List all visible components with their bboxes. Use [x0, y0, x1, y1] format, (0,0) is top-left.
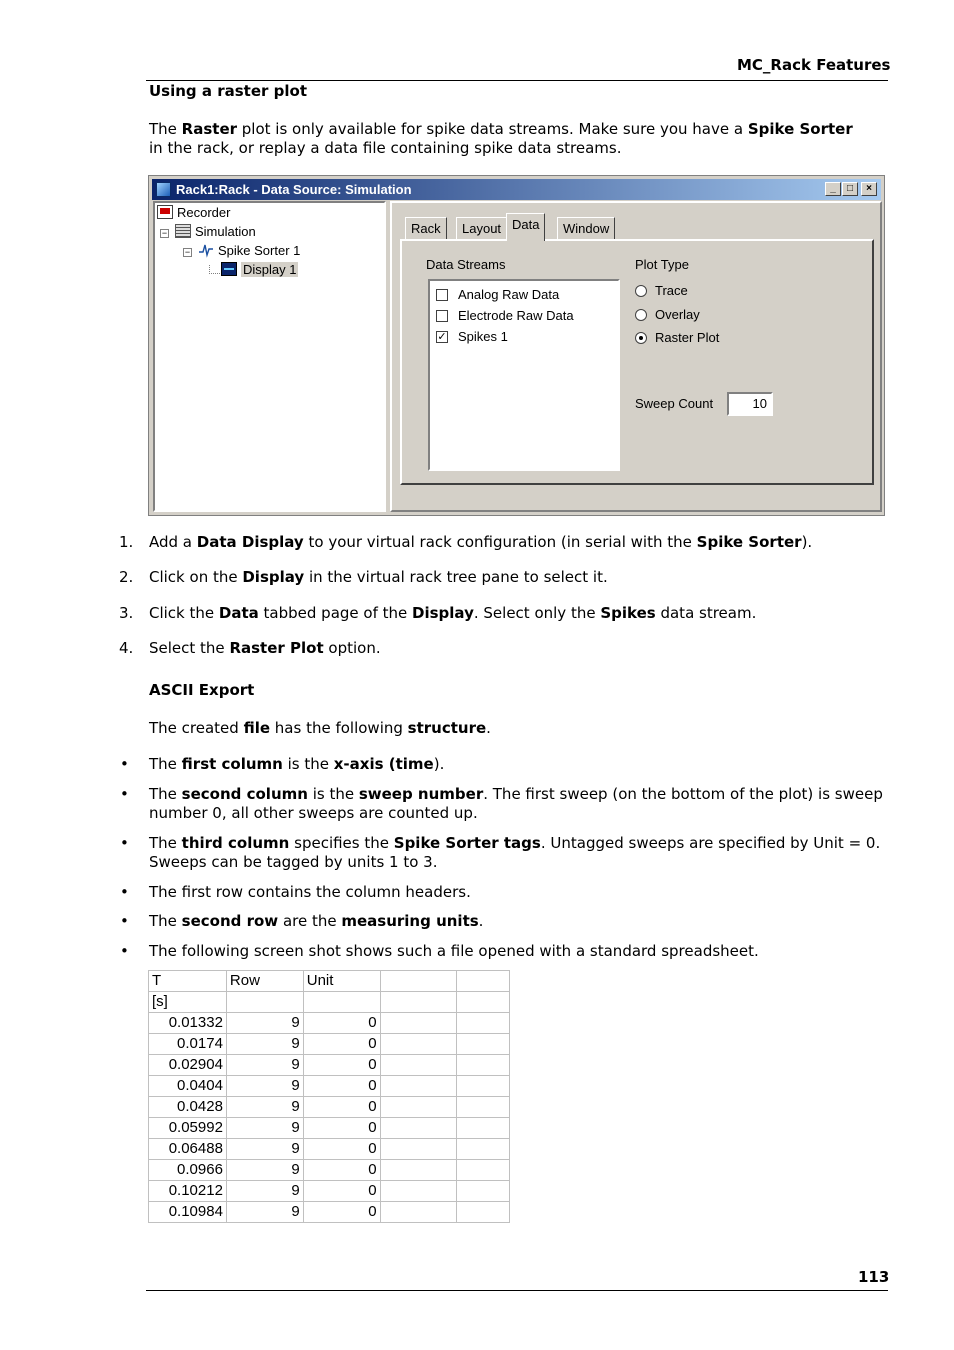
step-number: 4.: [119, 639, 134, 657]
header-cell[interactable]: Unit: [303, 971, 380, 992]
table-cell[interactable]: 0.10984: [149, 1202, 227, 1223]
table-cell[interactable]: 0: [303, 1097, 380, 1118]
table-cell[interactable]: [457, 1160, 510, 1181]
close-button[interactable]: ×: [861, 182, 877, 196]
tree-item-simulation[interactable]: Simulation: [175, 224, 256, 240]
section-title-ascii-export: ASCII Export: [149, 681, 255, 699]
table-row: [149, 1139, 510, 1160]
units-cell[interactable]: [s]: [149, 992, 227, 1013]
data-streams-label: Data Streams: [426, 257, 506, 272]
table-cell[interactable]: 0.02904: [149, 1055, 227, 1076]
emphasis: Spike Sorter: [747, 120, 853, 138]
step-number: 3.: [119, 604, 134, 622]
table-cell[interactable]: [380, 1013, 457, 1034]
stream-item-analog-raw-data[interactable]: Analog Raw Data: [430, 287, 618, 305]
table-row: [149, 1118, 510, 1139]
minimize-button[interactable]: _: [825, 182, 841, 196]
table-cell[interactable]: [457, 1055, 510, 1076]
ascii-intro: The created file has the following structure.: [149, 719, 491, 737]
table-row: [149, 1055, 510, 1076]
bullet-icon: •: [120, 912, 129, 930]
radio-trace[interactable]: Trace: [635, 283, 755, 301]
step-text: Add a Data Display to your virtual rack configuration (in serial with the Spike Sorter).: [149, 533, 813, 551]
table-row: [149, 1076, 510, 1097]
tab-data[interactable]: Data: [506, 213, 545, 241]
table-cell[interactable]: [380, 1076, 457, 1097]
table-cell[interactable]: 9: [226, 1097, 303, 1118]
table-cell[interactable]: 0: [303, 1055, 380, 1076]
spike-sorter-icon: [198, 243, 214, 257]
table-cell[interactable]: [380, 1181, 457, 1202]
sweep-count-input[interactable]: 10: [727, 392, 773, 416]
bullet-icon: •: [120, 834, 129, 852]
bullet-text: The first row contains the column headers.: [149, 883, 471, 901]
running-header: MC_Rack Features: [737, 56, 891, 74]
bullet-icon: •: [120, 785, 129, 803]
table-cell[interactable]: [380, 1202, 457, 1223]
table-cell[interactable]: 0.0966: [149, 1160, 227, 1181]
table-cell[interactable]: [457, 1097, 510, 1118]
step-number: 2.: [119, 568, 134, 586]
table-cell[interactable]: [457, 1034, 510, 1055]
table-header-row: [149, 971, 510, 992]
section-title-raster-plot: Using a raster plot: [149, 82, 307, 100]
header-cell[interactable]: Row: [226, 971, 303, 992]
intro-paragraph: The Raster plot is only available for spike data streams. Make sure you have a Spike Sorter in the rack, or replay a data file containing spike data streams.: [149, 120, 853, 157]
tree-item-recorder[interactable]: Recorder: [157, 205, 230, 221]
tab-rack[interactable]: Rack: [405, 217, 447, 239]
sweep-count-label: Sweep Count: [635, 396, 714, 411]
step-text: Click on the Display in the virtual rack tree pane to select it.: [149, 568, 608, 586]
table-cell[interactable]: 0: [303, 1181, 380, 1202]
rack-tree-pane: [153, 201, 386, 512]
table-cell[interactable]: 9: [226, 1160, 303, 1181]
bullet-icon: •: [120, 755, 129, 773]
bullet-text: The following screen shot shows such a file opened with a standard spreadsheet.: [149, 942, 759, 960]
table-row: [149, 1160, 510, 1181]
table-cell[interactable]: 0: [303, 1139, 380, 1160]
table-cell[interactable]: 9: [226, 1202, 303, 1223]
tree-expander-spike-sorter[interactable]: −: [184, 247, 191, 257]
header-rule: [146, 80, 888, 81]
table-cell[interactable]: [457, 1118, 510, 1139]
table-cell[interactable]: [380, 1118, 457, 1139]
table-cell[interactable]: [457, 1076, 510, 1097]
tab-window[interactable]: Window: [557, 217, 615, 239]
data-streams-list[interactable]: [428, 279, 620, 471]
table-row: [149, 1013, 510, 1034]
table-cell[interactable]: 0: [303, 1118, 380, 1139]
units-cell[interactable]: [380, 992, 457, 1013]
spreadsheet-screenshot: [148, 970, 510, 1220]
table-cell[interactable]: [380, 1160, 457, 1181]
table-cell[interactable]: [380, 1034, 457, 1055]
table-row: [149, 1034, 510, 1055]
bullet-text: The third column specifies the Spike Sorter tags. Untagged sweeps are specified by Unit = 0. Sweeps can be tagged by units 1 to 3.: [149, 834, 881, 871]
table-cell[interactable]: [457, 1013, 510, 1034]
header-cell[interactable]: [380, 971, 457, 992]
table-cell[interactable]: 9: [226, 1013, 303, 1034]
table-cell[interactable]: 9: [226, 1181, 303, 1202]
table-cell[interactable]: 0: [303, 1160, 380, 1181]
plot-type-label: Plot Type: [635, 257, 689, 272]
table-cell[interactable]: [457, 1139, 510, 1160]
tree-connector: [209, 265, 220, 274]
display-icon: [221, 262, 237, 276]
bullet-icon: •: [120, 883, 129, 901]
table-cell[interactable]: 0.10212: [149, 1181, 227, 1202]
checkbox[interactable]: [436, 310, 448, 322]
stream-item-spikes-1[interactable]: ✓ Spikes 1: [437, 329, 508, 344]
tab-layout[interactable]: Layout: [456, 217, 507, 239]
bullet-text: The second row are the measuring units.: [149, 912, 484, 930]
page-number: 113: [858, 1268, 890, 1286]
table-cell[interactable]: 0.01332: [149, 1013, 227, 1034]
radio-overlay[interactable]: Overlay: [635, 307, 755, 325]
simulation-icon: [175, 224, 191, 238]
checkbox[interactable]: [436, 289, 448, 301]
window-titlebar: [152, 179, 881, 200]
step-text: Click the Data tabbed page of the Display. Select only the Spikes data stream.: [149, 604, 757, 622]
table-cell[interactable]: 9: [226, 1139, 303, 1160]
table-cell[interactable]: 0: [303, 1034, 380, 1055]
tree-item-spike-sorter[interactable]: Spike Sorter 1: [198, 243, 300, 259]
table-cell[interactable]: 0: [303, 1076, 380, 1097]
table-cell[interactable]: [380, 1097, 457, 1118]
units-cell[interactable]: [226, 992, 303, 1013]
maximize-button[interactable]: □: [842, 182, 858, 196]
table-row: [149, 1202, 510, 1223]
step-text: Select the Raster Plot option.: [149, 639, 381, 657]
units-cell[interactable]: [457, 992, 510, 1013]
radio-raster-plot[interactable]: Raster Plot: [635, 330, 755, 348]
data-tab-page: [400, 239, 874, 485]
table-row: [149, 1181, 510, 1202]
table-cell[interactable]: [380, 1055, 457, 1076]
bullet-text: The first column is the x-axis (time).: [149, 755, 445, 773]
emphasis: Raster: [181, 120, 238, 138]
table-cell[interactable]: [457, 1202, 510, 1223]
table-units-row: [149, 992, 510, 1013]
table-row: [149, 1097, 510, 1118]
table-cell[interactable]: [380, 1139, 457, 1160]
header-cell[interactable]: [457, 971, 510, 992]
table-cell[interactable]: 0.0428: [149, 1097, 227, 1118]
footer-rule: [146, 1290, 888, 1291]
table-cell[interactable]: 0.05992: [149, 1118, 227, 1139]
table-cell[interactable]: 9: [226, 1034, 303, 1055]
app-icon: [156, 182, 171, 197]
table-cell[interactable]: 0.06488: [149, 1139, 227, 1160]
table-cell[interactable]: 0.0404: [149, 1076, 227, 1097]
header-cell[interactable]: T: [149, 971, 227, 992]
table-cell[interactable]: 0.0174: [149, 1034, 227, 1055]
table-cell[interactable]: 0: [303, 1013, 380, 1034]
table-cell[interactable]: 9: [226, 1055, 303, 1076]
window-title: Rack1:Rack - Data Source: Simulation: [176, 182, 412, 197]
checkbox-checked[interactable]: ✓: [437, 331, 447, 343]
table-cell[interactable]: 0: [303, 1202, 380, 1223]
table-cell[interactable]: 9: [226, 1118, 303, 1139]
tree-item-display[interactable]: Display 1: [221, 262, 298, 278]
tree-expander-simulation[interactable]: −: [161, 228, 168, 238]
stream-item-electrode-raw-data[interactable]: Electrode Raw Data: [430, 308, 618, 326]
bullet-text: The second column is the sweep number. The first sweep (on the bottom of the plot) is sweep number 0, all other sweeps are counted up.: [149, 785, 883, 822]
bullet-icon: •: [120, 942, 129, 960]
recorder-icon: [157, 205, 173, 219]
table-cell[interactable]: 9: [226, 1076, 303, 1097]
rack-window-screenshot: [148, 175, 885, 516]
properties-pane: [390, 201, 882, 512]
table-cell[interactable]: [457, 1181, 510, 1202]
units-cell[interactable]: [303, 992, 380, 1013]
step-number: 1.: [119, 533, 134, 551]
